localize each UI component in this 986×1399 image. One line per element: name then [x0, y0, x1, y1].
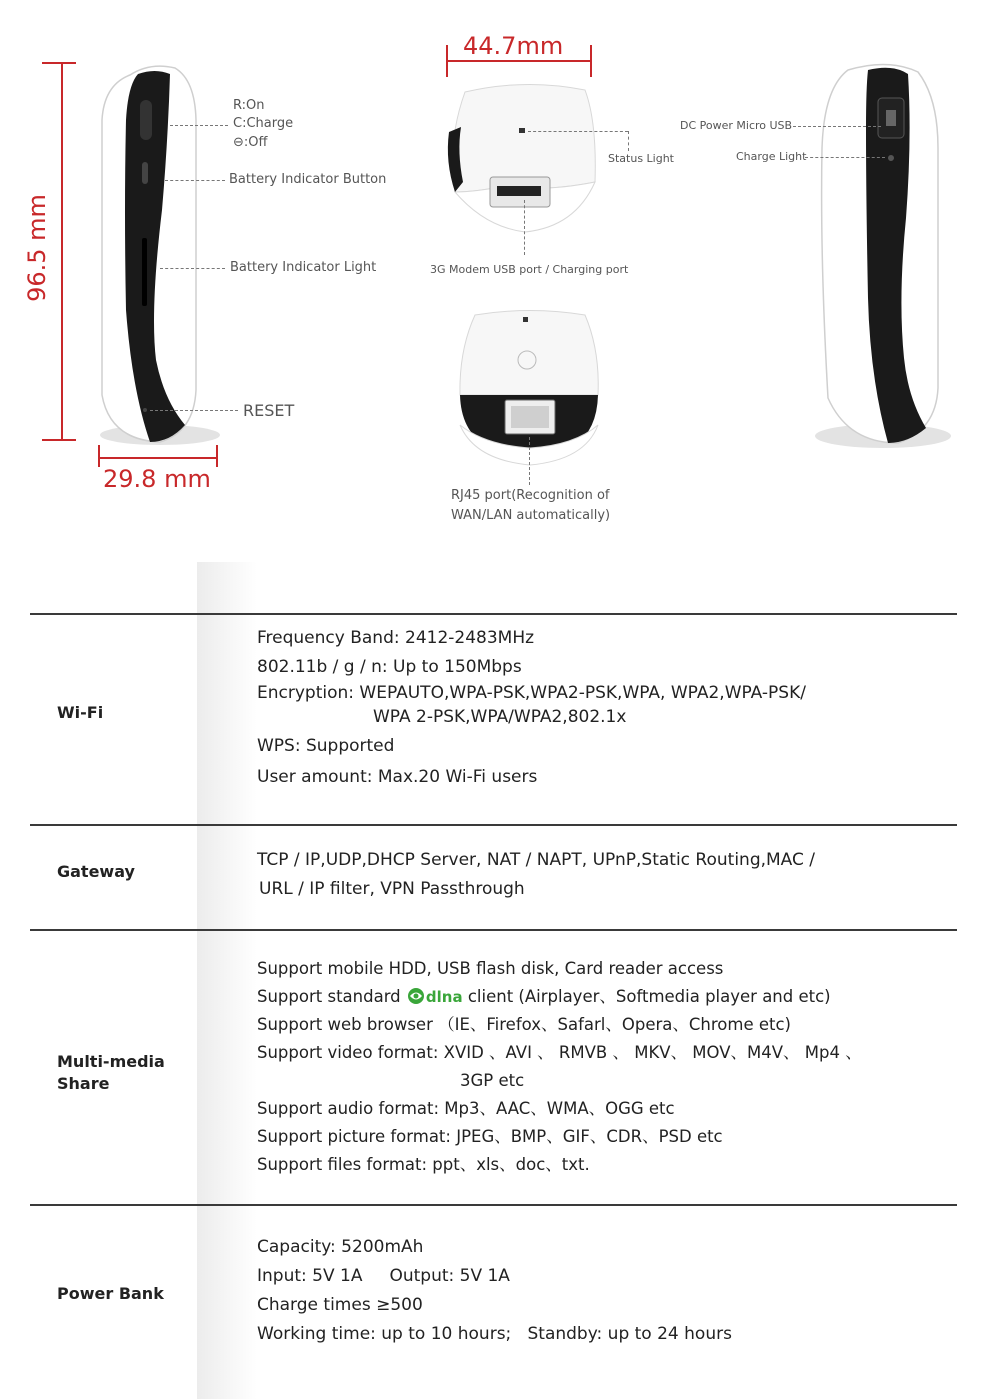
powerbank-category: Power Bank: [57, 1284, 164, 1303]
gateway-line-2: URL / IP filter, VPN Passthrough: [259, 879, 525, 899]
device-bottom-view: [455, 310, 605, 470]
battery-light-label: Battery Indicator Light: [230, 260, 377, 275]
depth-dimension-line: [99, 457, 217, 459]
depth-dimension-label: 29.8 mm: [103, 465, 211, 493]
usb-port-leader: [524, 200, 525, 255]
dlna-logo-icon: [406, 987, 426, 1005]
switch-leader: [170, 125, 228, 126]
width-dimension-cap-left: [446, 45, 448, 77]
multimedia-browser: Support web browser （IE、Firefox、Safarl、Opera、Chrome etc): [257, 1015, 791, 1034]
charge-light-leader: [805, 157, 885, 158]
width-dimension-line: [447, 60, 591, 62]
dc-power-leader: [793, 126, 881, 127]
gateway-category: Gateway: [57, 862, 135, 881]
status-light-label: Status Light: [608, 152, 674, 165]
divider-wifi-gateway: [30, 824, 957, 826]
device-top-view: [445, 82, 605, 237]
charge-light-label: Charge Light: [736, 150, 807, 163]
device-side-view: [90, 60, 230, 450]
dlna-prefix: Support standard: [257, 987, 401, 1006]
rj45-leader: [529, 437, 530, 485]
wifi-user-amount: User amount: Max.20 Wi-Fi users: [257, 767, 538, 787]
multimedia-picture: Support picture format: JPEG、BMP、GIF、CDR、PSD etc: [257, 1127, 723, 1146]
dlna-logo-text: dlna: [425, 988, 463, 1006]
height-dimension-line: [61, 63, 63, 440]
height-dimension-label: 96.5 mm: [23, 194, 51, 302]
height-dimension-cap-bottom: [42, 439, 76, 441]
gateway-line-1: TCP / IP,UDP,DHCP Server, NAT / NAPT, UPnP,Static Routing,MAC /: [257, 850, 816, 870]
battery-button-leader: [165, 180, 225, 181]
powerbank-specs: [257, 1233, 732, 1349]
dlna-suffix: client (Airplayer、Softmedia player and etc): [467, 987, 831, 1006]
width-dimension-cap-right: [590, 45, 592, 77]
wifi-encryption-cont: WPA 2-PSK,WPA/WPA2,802.1x: [373, 707, 627, 727]
multimedia-label-1: Multi-media: [57, 1052, 165, 1071]
width-dimension-label: 44.7mm: [463, 32, 564, 60]
wifi-wps: WPS: Supported: [257, 736, 395, 756]
battery-light-leader: [160, 268, 225, 269]
multimedia-files: Support files format: ppt、xls、doc、txt.: [257, 1155, 590, 1174]
device-right-view: [808, 58, 958, 453]
wifi-category: Wi-Fi: [57, 703, 104, 722]
dc-power-label: DC Power Micro USB: [680, 119, 793, 132]
multimedia-category: [57, 1051, 165, 1095]
divider-gateway-multimedia: [30, 929, 957, 931]
multimedia-label-2: Share: [57, 1074, 110, 1093]
divider-multimedia-power: [30, 1204, 957, 1206]
rj45-label-line1: RJ45 port(Recognition of: [451, 488, 610, 503]
switch-charge-label: C:Charge: [233, 116, 294, 131]
multimedia-dlna: [257, 983, 862, 1011]
powerbank-working-time: Working time: up to 10 hours; Standby: up to 24 hours: [257, 1324, 732, 1344]
powerbank-io: Input: 5V 1A Output: 5V 1A: [257, 1266, 510, 1286]
reset-leader: [150, 410, 238, 411]
battery-button-label: Battery Indicator Button: [229, 172, 387, 187]
powerbank-capacity: Capacity: 5200mAh: [257, 1237, 424, 1257]
switch-off-label: ⊖:Off: [233, 135, 268, 150]
multimedia-audio: Support audio format: Mp3、AAC、WMA、OGG etc: [257, 1099, 675, 1118]
status-light-leader-vert: [628, 131, 629, 151]
rj45-label-line2: WAN/LAN automatically): [451, 508, 611, 523]
product-diagram: [0, 0, 986, 540]
status-light-leader: [528, 131, 628, 132]
multimedia-storage: Support mobile HDD, USB flash disk, Card reader access: [257, 959, 724, 978]
usb-port-label: 3G Modem USB port / Charging port: [430, 263, 629, 276]
switch-on-label: R:On: [233, 98, 265, 113]
multimedia-video-cont: 3GP etc: [460, 1071, 525, 1090]
wifi-encryption: Encryption: WEPAUTO,WPA-PSK,WPA2-PSK,WPA, WPA2,WPA-PSK/: [257, 683, 806, 703]
divider-top: [30, 613, 957, 615]
wifi-specs: [257, 624, 806, 792]
powerbank-charge-times: Charge times ≥500: [257, 1295, 423, 1315]
wifi-standard: 802.11b / g / n: Up to 150Mbps: [257, 657, 522, 677]
multimedia-specs: [257, 955, 862, 1179]
wifi-frequency: Frequency Band: 2412-2483MHz: [257, 628, 535, 648]
height-dimension-cap-top: [42, 62, 76, 64]
reset-label: RESET: [243, 401, 295, 420]
spec-table-shade: [197, 562, 257, 1399]
gateway-specs: [257, 846, 815, 904]
multimedia-video: Support video format: XVID 、AVI 、 RMVB 、 MKV、 MOV、M4V、 Mp4 、: [257, 1043, 862, 1062]
